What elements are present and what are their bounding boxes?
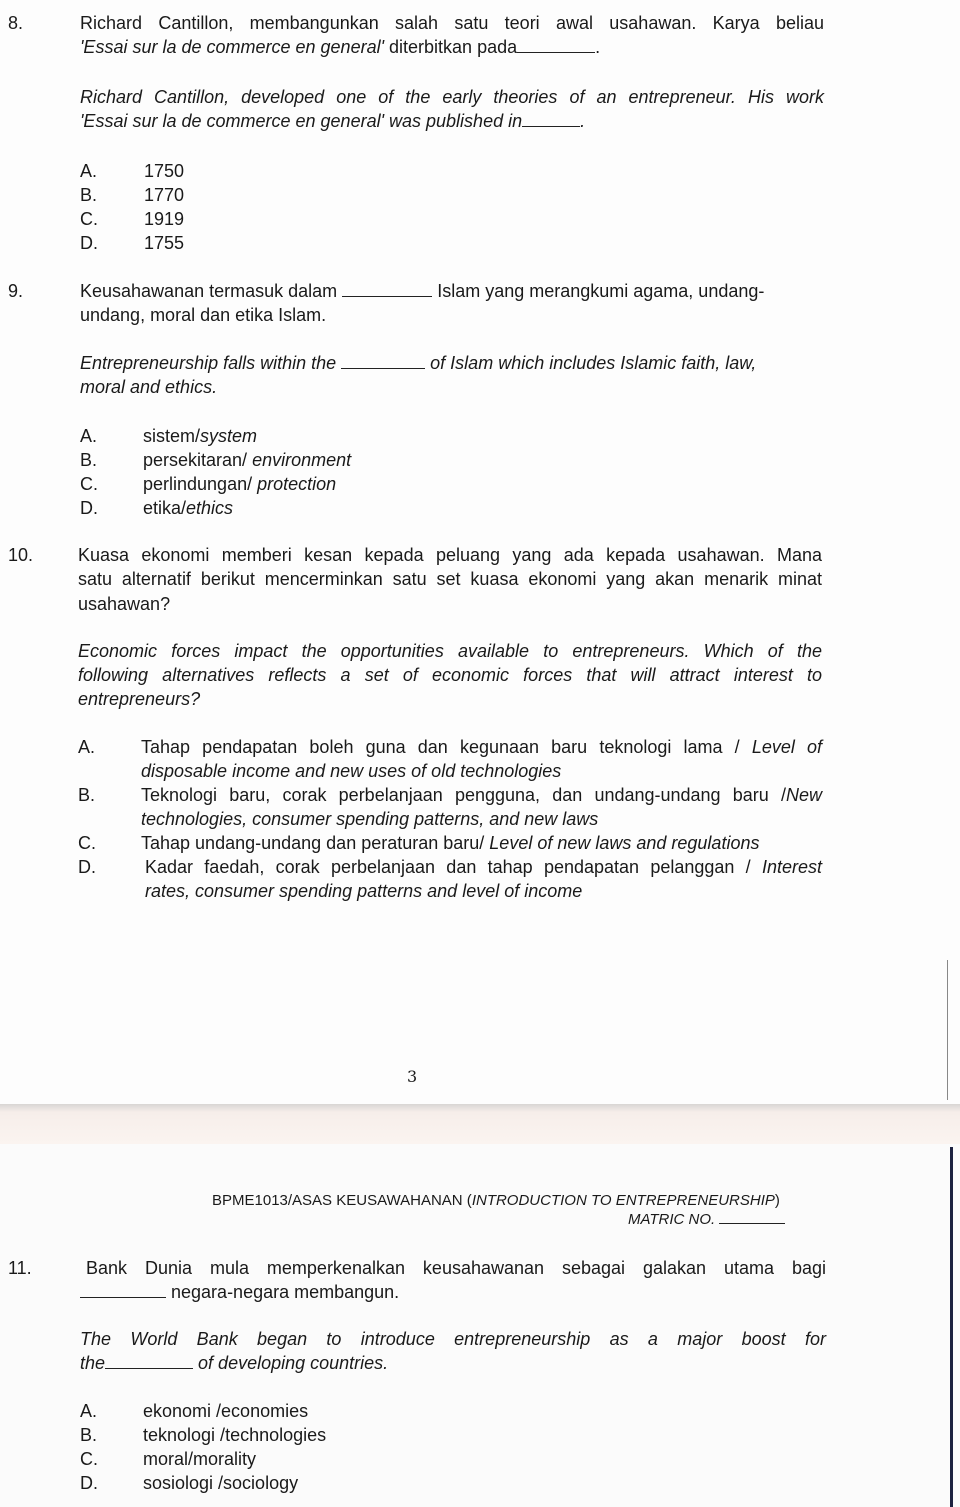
option-letter: D. — [80, 1473, 98, 1493]
text: Entrepreneurship falls within the — [80, 353, 337, 373]
option-a[interactable]: 1750 — [144, 161, 185, 181]
option-b[interactable]: 1770 — [144, 185, 185, 205]
text: persekitaran/ — [143, 450, 253, 470]
option-c[interactable] — [141, 831, 759, 855]
option-d[interactable] — [143, 1471, 298, 1495]
text: environment — [252, 450, 352, 470]
matric-number — [628, 1208, 785, 1232]
text: BPME1013/ASAS KEUSAWAHANAN ( — [212, 1192, 472, 1209]
option-letter: B. — [80, 1425, 98, 1445]
question-malay-line — [80, 35, 600, 59]
answer-blank — [105, 1352, 193, 1369]
text: ethics — [186, 498, 234, 518]
option-letter: D. — [80, 233, 98, 253]
question-number: 8. — [8, 13, 24, 33]
option-letter: D. — [78, 857, 96, 877]
text: Kadar faedah, corak perbelanjaan dan tahap pendapatan pelanggan / — [145, 857, 762, 877]
option-letter: B. — [80, 185, 98, 205]
text: ) — [774, 1192, 780, 1209]
text: diterbitkan pada — [384, 37, 518, 57]
question-english-line — [80, 351, 756, 375]
answer-blank — [341, 352, 425, 369]
option-b[interactable] — [141, 783, 822, 807]
option-letter: D. — [80, 498, 98, 518]
text: . — [595, 37, 601, 57]
option-b-continued[interactable]: technologies, consumer spending patterns, and new laws — [141, 809, 599, 829]
option-b[interactable] — [143, 448, 351, 472]
question-malay-line: satu alternatif berikut mencerminkan satu set kuasa ekonomi yang akan menarik minat — [78, 569, 822, 589]
text: Islam yang merangkumi agama, undang- — [437, 281, 765, 301]
text: sosiologi / — [143, 1473, 224, 1493]
text: protection — [257, 474, 337, 494]
question-malay-line: usahawan? — [78, 594, 171, 614]
option-a[interactable] — [143, 424, 257, 448]
option-letter: B. — [80, 450, 98, 470]
page-edge — [947, 960, 948, 1100]
page-gap — [0, 1104, 960, 1144]
option-b[interactable] — [143, 1423, 326, 1447]
answer-blank — [517, 36, 595, 53]
option-letter: B. — [78, 785, 96, 805]
question-number: 10. — [8, 545, 34, 565]
text: of developing countries. — [198, 1353, 389, 1373]
question-number: 9. — [8, 281, 24, 301]
text: teknologi / — [143, 1425, 226, 1445]
option-c[interactable] — [143, 1447, 256, 1471]
answer-blank — [522, 110, 580, 127]
answer-blank — [80, 1281, 166, 1298]
option-c[interactable]: 1919 — [144, 209, 185, 229]
text: morality — [193, 1449, 257, 1469]
text: sistem/ — [143, 426, 201, 446]
text: etika/ — [143, 498, 187, 518]
question-malay-line: Kuasa ekonomi memberi kesan kepada peluang yang ada kepada usahawan. Mana — [78, 545, 822, 565]
page-number: 3 — [407, 1067, 418, 1086]
text: MATRIC NO. — [628, 1211, 716, 1228]
question-english-line — [80, 109, 585, 133]
text: moral/ — [143, 1449, 194, 1469]
question-english-line — [80, 1351, 388, 1375]
text: Tahap pendapatan boleh guna dan kegunaan baru teknologi lama / — [141, 737, 752, 757]
option-a-continued[interactable]: disposable income and new uses of old technologies — [141, 761, 562, 781]
option-letter: C. — [78, 833, 96, 853]
question-malay-line — [80, 279, 764, 303]
text: Level of new laws and regulations — [489, 833, 760, 853]
option-letter: C. — [80, 209, 98, 229]
option-a[interactable] — [141, 735, 822, 759]
question-english-line: Richard Cantillon, developed one of the early theories of an entrepreneur. His work — [80, 87, 824, 107]
option-letter: A. — [80, 1401, 98, 1421]
option-a[interactable] — [143, 1399, 308, 1423]
text: negara-negara membangun. — [171, 1282, 400, 1302]
question-english-line: entrepreneurs? — [78, 689, 201, 709]
option-c[interactable] — [143, 472, 336, 496]
option-letter: C. — [80, 474, 98, 494]
option-letter: A. — [78, 737, 96, 757]
option-d[interactable] — [145, 855, 822, 879]
question-english-line: Economic forces impact the opportunities available to entrepreneurs. Which of the — [78, 641, 822, 661]
text: economies — [221, 1401, 309, 1421]
text: perlindungan/ — [143, 474, 258, 494]
option-letter: A. — [80, 426, 98, 446]
option-d[interactable] — [143, 496, 233, 520]
answer-blank — [342, 280, 432, 297]
question-english-line: moral and ethics. — [80, 377, 218, 397]
option-d-continued[interactable]: rates, consumer spending patterns and level of income — [145, 881, 583, 901]
text: Keusahawanan termasuk dalam — [80, 281, 338, 301]
text: the — [80, 1353, 106, 1373]
page-edge — [950, 1147, 953, 1507]
text: ekonomi / — [143, 1401, 222, 1421]
question-english-line: The World Bank began to introduce entrepreneurship as a major boost for — [80, 1329, 826, 1349]
option-d[interactable]: 1755 — [144, 233, 185, 253]
question-malay-line — [80, 1280, 399, 1304]
text: Interest — [761, 857, 822, 877]
text: . — [580, 111, 586, 131]
text: Teknologi baru, corak perbelanjaan pengguna, dan undang-undang baru / — [141, 785, 786, 805]
question-malay-line: Richard Cantillon, membangunkan salah satu teori awal usahawan. Karya beliau — [80, 13, 824, 33]
text: New — [785, 785, 822, 805]
option-letter: A. — [80, 161, 98, 181]
text: 'Essai sur la de commerce en general' was published in — [80, 111, 523, 131]
book-title: 'Essai sur la de commerce en general' — [80, 37, 385, 57]
question-english-line: following alternatives reflects a set of economic forces that will attract interest to — [78, 665, 822, 685]
text: of Islam which includes Islamic faith, law, — [430, 353, 757, 373]
question-number: 11. — [8, 1258, 32, 1278]
matric-blank[interactable] — [719, 1211, 785, 1224]
text: Tahap undang-undang dan peraturan baru/ — [141, 833, 490, 853]
question-malay-line: Bank Dunia mula memperkenalkan keusahawanan sebagai galakan utama bagi — [86, 1258, 826, 1278]
text: Level of — [751, 737, 823, 757]
text: technologies — [225, 1425, 327, 1445]
text: INTRODUCTION TO ENTREPRENEURSHIP — [471, 1192, 775, 1209]
question-malay-line: undang, moral dan etika Islam. — [80, 305, 327, 325]
text: sociology — [223, 1473, 299, 1493]
text: system — [200, 426, 258, 446]
option-letter: C. — [80, 1449, 98, 1469]
